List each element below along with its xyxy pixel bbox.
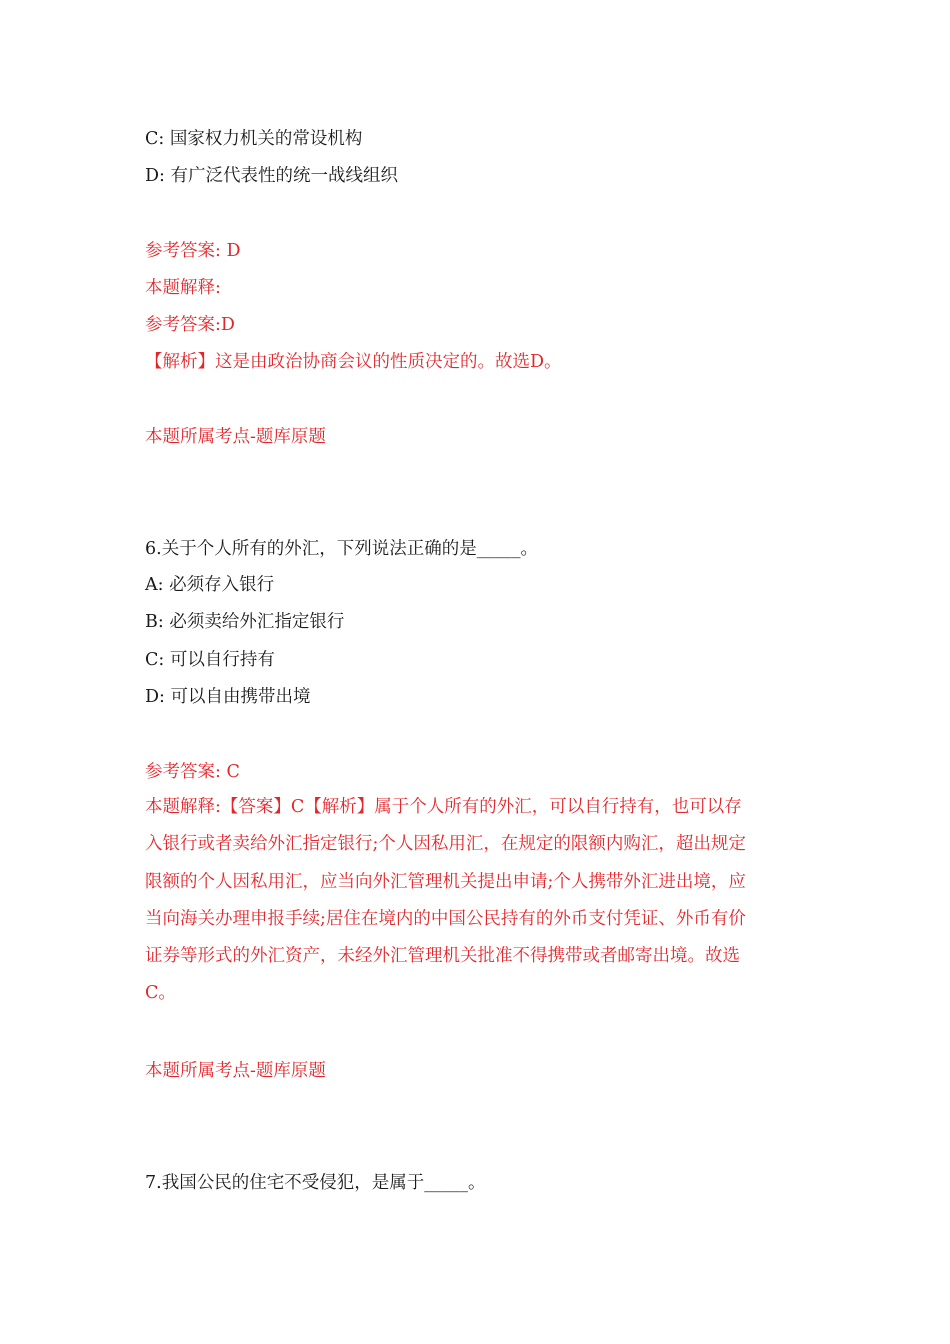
- explanation-line: 入银行或者卖给外汇指定银行;个人因私用汇，在规定的限额内购汇，超出规定: [145, 834, 746, 855]
- prev-knowledge-point: 本题所属考点-题库原题: [145, 427, 326, 447]
- explanation-line: 证券等形式的外汇资产，未经外汇管理机关批准不得携带或者邮寄出境。故选: [145, 946, 740, 967]
- prev-answer: 参考答案: D: [145, 241, 241, 261]
- prev-option-c: C: 国家权力机关的常设机构: [145, 129, 363, 149]
- question-6-option-b: B: 必须卖给外汇指定银行: [145, 612, 345, 632]
- explanation-line: 限额的个人因私用汇，应当向外汇管理机关提出申请;个人携带外汇进出境，应: [145, 871, 746, 892]
- explanation-line: 本题解释:【答案】C【解析】属于个人所有的外汇，可以自行持有，也可以存: [145, 797, 742, 817]
- prev-answer-repeat: 参考答案:D: [145, 315, 235, 335]
- question-6-option-d: D: 可以自由携带出境: [145, 687, 311, 707]
- question-6-answer: 参考答案: C: [145, 762, 240, 782]
- question-6-option-a: A: 必须存入银行: [145, 575, 275, 595]
- question-6-knowledge-point: 本题所属考点-题库原题: [145, 1061, 326, 1081]
- prev-option-d: D: 有广泛代表性的统一战线组织: [145, 166, 398, 186]
- question-7-stem: 7.我国公民的住宅不受侵犯，是属于_____。: [145, 1173, 486, 1193]
- question-6-explanation: [145, 789, 815, 1013]
- prev-explanation-heading: 本题解释:: [145, 278, 221, 298]
- question-6-stem: 6.关于个人所有的外汇，下列说法正确的是_____。: [145, 539, 538, 559]
- question-6-option-c: C: 可以自行持有: [145, 650, 275, 670]
- explanation-line: C。: [145, 983, 176, 1004]
- explanation-line: 当向海关办理申报手续;居住在境内的中国公民持有的外币支付凭证、外币有价: [145, 908, 746, 929]
- prev-analysis: 【解析】这是由政治协商会议的性质决定的。故选D。: [145, 352, 562, 372]
